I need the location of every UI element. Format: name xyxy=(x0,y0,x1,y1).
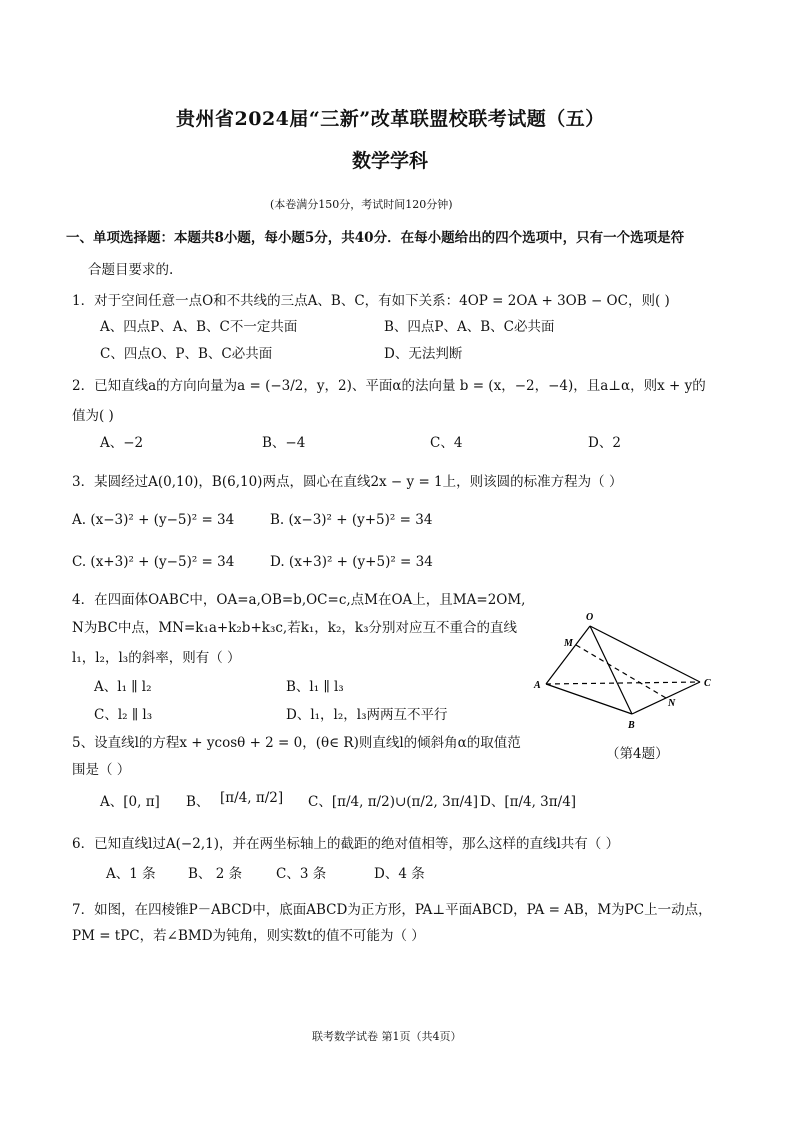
q1-option-d: D、无法判断 xyxy=(384,346,463,362)
tetrahedron-figure xyxy=(528,608,728,738)
q3-option-b: B. (x−3)² + (y+5)² = 34 xyxy=(270,512,433,528)
section-heading: 一、单项选择题：本题共8小题，每小题5分，共40分．在每小题给出的四个选项中，只有一个选项是符 xyxy=(66,230,685,246)
label-n: N xyxy=(668,698,676,709)
label-b: B xyxy=(628,720,635,731)
q4-option-d: D、l₁，l₂，l₃两两互不平行 xyxy=(286,707,448,723)
q4-option-c: C、l₂ ∥ l₃ xyxy=(94,707,153,723)
question-7-line-2: PM = tPC，若∠BMD为钝角，则实数t的值不可能为（ ） xyxy=(72,928,425,944)
q4-option-a: A、l₁ ∥ l₂ xyxy=(94,679,152,695)
section-heading-cont: 合题目要求的. xyxy=(88,262,174,278)
exam-note: (本卷满分150分，考试时间120分钟) xyxy=(270,198,453,211)
q3-option-a: A. (x−3)² + (y−5)² = 34 xyxy=(72,512,235,528)
q1-option-b: B、四点P、A、B、C必共面 xyxy=(384,319,555,335)
subject-title: 数学学科 xyxy=(352,150,429,172)
q3-option-d: D. (x+3)² + (y+5)² = 34 xyxy=(270,554,433,570)
q5-option-d: D、[π/4, 3π/4] xyxy=(480,794,577,810)
q2-option-a: A、−2 xyxy=(100,435,144,451)
label-c: C xyxy=(704,678,711,689)
q5-option-b-value: [π/4, π/2] xyxy=(220,790,284,806)
q6-option-b: B、 2 条 xyxy=(188,866,243,882)
figure-caption: （第4题） xyxy=(606,746,669,762)
question-3: 3．某圆经过A(0,10)，B(6,10)两点，圆心在直线2x − y = 1上，则该圆的标准方程为（ ） xyxy=(72,474,623,490)
page-footer: 联考数学试卷 第1页（共4页） xyxy=(312,1030,462,1043)
exam-title: 贵州省2024届“三新”改革联盟校联考试题（五） xyxy=(176,108,605,130)
edge-ab xyxy=(546,684,632,714)
edge-ac-hidden xyxy=(546,682,700,684)
q2-option-d: D、2 xyxy=(588,435,621,451)
q6-option-d: D、4 条 xyxy=(374,866,425,882)
label-o: O xyxy=(586,612,594,623)
q6-option-c: C、3 条 xyxy=(276,866,327,882)
edge-oc xyxy=(590,626,700,682)
q2-option-b: B、−4 xyxy=(262,435,306,451)
question-2-line-1: 2．已知直线a的方向向量为a = (−3/2，y，2)、平面α的法向量 b = (x，−2，−4)，且a⊥α，则x + y的 xyxy=(72,378,706,394)
question-2-line-2: 值为( ) xyxy=(72,408,114,424)
q5-option-b: B、 xyxy=(186,794,210,810)
edge-ob xyxy=(590,626,632,714)
question-7-line-1: 7．如图，在四棱锥P－ABCD中，底面ABCD为正方形，PA⊥平面ABCD，PA = AB，M为PC上一动点， xyxy=(72,902,712,918)
q2-option-c: C、4 xyxy=(430,435,463,451)
question-5-line-2: 围是（ ） xyxy=(72,762,131,778)
question-4-line-2: N为BC中点，MN=k₁a+k₂b+k₃c,若k₁，k₂，k₃分别对应互不重合的直线 xyxy=(72,620,517,636)
q4-option-b: B、l₁ ∥ l₃ xyxy=(286,679,344,695)
question-5-line-1: 5、设直线l的方程x + ycosθ + 2 = 0，(θ∈ R)则直线l的倾斜角α的取值范 xyxy=(72,735,521,751)
question-4-line-1: 4．在四面体OABC中，OA=a,OB=b,OC=c,点M在OA上，且MA=2OM, xyxy=(72,592,526,608)
label-a: A xyxy=(534,680,541,691)
question-6: 6．已知直线l过A(−2,1)，并在两坐标轴上的截距的绝对值相等，那么这样的直线l共有（ ） xyxy=(72,836,620,852)
edge-oa xyxy=(546,626,590,684)
q6-option-a: A、1 条 xyxy=(106,866,156,882)
q1-option-a: A、四点P、A、B、C不一定共面 xyxy=(100,319,298,335)
q1-option-c: C、四点O、P、B、C必共面 xyxy=(100,346,273,362)
question-4-line-3: l₁，l₂，l₃的斜率，则有（ ） xyxy=(72,650,241,666)
label-m: M xyxy=(564,638,573,649)
q3-option-c: C. (x+3)² + (y−5)² = 34 xyxy=(72,554,235,570)
question-1: 1．对于空间任意一点O和不共线的三点A、B、C，有如下关系：4OP = 2OA + 3OB − OC，则( ) xyxy=(72,293,670,309)
q5-option-a: A、[0, π] xyxy=(100,794,160,810)
q5-option-c: C、[π/4, π/2)∪(π/2, 3π/4] xyxy=(308,794,479,810)
